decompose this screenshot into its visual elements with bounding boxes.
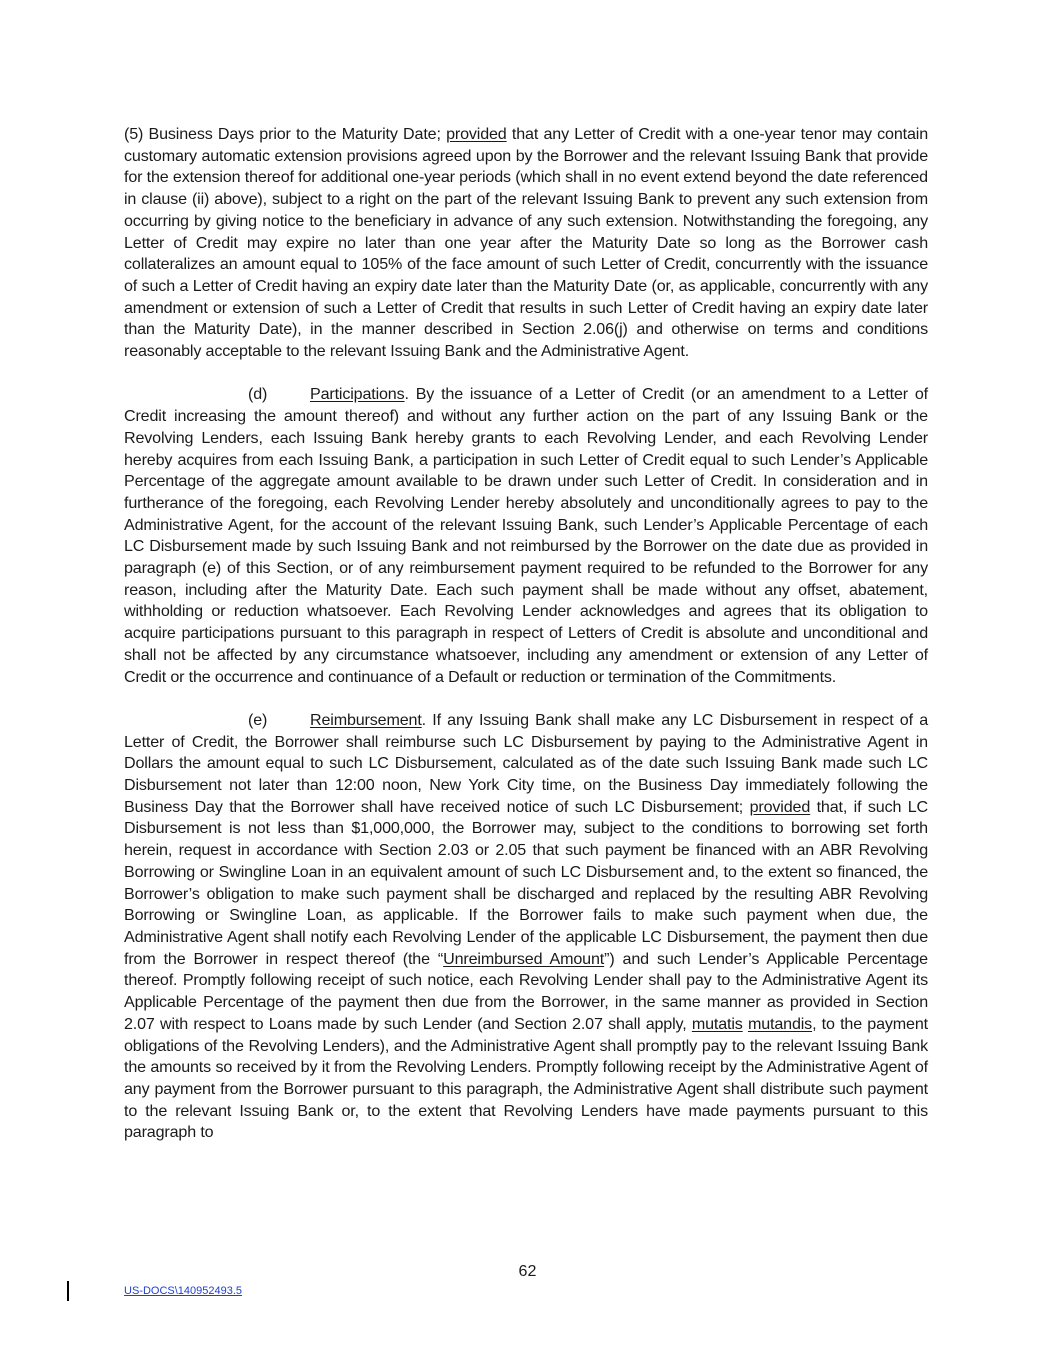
text-run: that any Letter of Credit with a one-year tenor may contain customary automatic extension provisions agreed upon by the Borrower and the relevant Issuing Bank that provide for the extension thereof for additional one-year periods (which shall in no event extend beyond the date referenced in clause (ii) above), subject to a right on the part of the relevant Issuing Bank to prevent any such extension from occurring by giving notice to the beneficiary in advance of any such extension. Notwithstanding the foregoing, any Letter of Credit may expire no later than one year after the Maturity Date so long as the Borrower cash collateralizes an amount equal to 105% of the face amount of such Letter of Credit, concurrently with the issuance of such a Letter of Credit having an expiry date later than the Maturity Date (or, as applicable, concurrently with any amendment or extension of such a Letter of Credit that results in such Letter of Credit having an expiry date later than the Maturity Date), in the manner described in Section 2.06(j) and otherwise on terms and conditions reasonably acceptable to the relevant Issuing Bank and the Administrative Agent. [124,125,928,361]
text-run: ”) and such Lender’s Applicable Percentage thereof. Promptly following receipt of such notice, each Revolving Lender shall pay to the Administrative Agent its Applicable Percentage of the payment then due from the Borrower, in the same manner as provided in Section 2.07 with respect to Loans made by such Lender (and Section 2.07 shall apply, [124,949,928,1033]
text-run: . If any Issuing Bank shall make any LC Disbursement in respect of a Letter of Credit, the Borrower shall reimburse such LC Disbursement by paying to the Administrative Agent in Dollars the amount equal to such LC Disbursement, calculated as of the date such Issuing Bank made such LC Disbursement not later than 12:00 noon, New York City time, on the Business Day immediately following the Business Day that the Borrower shall have received notice of such LC Disbursement; [124,710,928,816]
page-number: 62 [518,1262,537,1280]
section-heading: Reimbursement [310,710,422,729]
document-id-link[interactable]: US-DOCS\140952493.5 [124,1285,243,1297]
paragraph-c-continued [124,124,928,363]
paragraph-d [124,384,928,688]
section-heading: Participations [310,385,405,404]
latin-term: mutandis [747,1014,813,1033]
provided-term: provided [446,125,507,143]
text-run: . By the issuance of a Letter of Credit (or an amendment to a Letter of Credit increasing the amount thereof) and without any further action on the part of any Issuing Bank or the Revolving Lenders, each Issuing Bank hereby grants to each Revolving Lender, and each Revolving Lender hereby acquires from each Issuing Bank, a participation in such Letter of Credit equal to such Lender’s Applicable Percentage of the aggregate amount available to be drawn under such Letter of Credit. In consideration and in furtherance of the foregoing, each Revolving Lender hereby absolutely and unconditionally agrees to pay to the Administrative Agent, for the account of the relevant Issuing Bank, such Lender’s Applicable Percentage of each LC Disbursement made by such Issuing Bank and not reimbursed by the Borrower on the date due as provided in paragraph (e) of this Section, or of any reimbursement payment required to be refunded to the Borrower for any reason, including after the Maturity Date. Each such payment shall be made without any offset, abatement, withholding or reduction whatsoever. Each Revolving Lender acknowledges and agrees that its obligation to acquire participations pursuant to this paragraph in respect of Letters of Credit is absolute and unconditional and shall not be affected by any circumstance whatsoever, including any amendment or extension of any Letter of Credit or the occurrence and continuance of a Default or reduction or termination of the Commitments. [124,385,928,686]
provided-term: provided [749,797,811,816]
paragraph-e [124,710,928,1144]
defined-term: Unreimbursed Amount [443,949,605,968]
text-run: (5) Business Days prior to the Maturity Date; [124,125,447,143]
paragraph-label: (d) [248,385,268,404]
text-run: that, if such LC Disbursement is not less than $1,000,000, the Borrower may, subject to the conditions to borrowing set forth herein, request in accordance with Section 2.03 or 2.05 that such payment be financed with an ABR Revolving Borrowing or Swingline Loan in an equivalent amount of such LC Disbursement and, to the extent so financed, the Borrower’s obligation to make such payment shall be discharged and replaced by the resulting ABR Revolving Borrowing or Swingline Loan, as applicable. If the Borrower fails to make such payment when due, the Administrative Agent shall notify each Revolving Lender of the applicable LC Disbursement, the payment then due from the Borrower in respect thereof (the “ [124,797,929,968]
revision-bar [67,1281,69,1301]
body-text [124,124,928,1166]
latin-term: mutatis [691,1014,743,1033]
text-run: , to the payment obligations of the Revolving Lenders), and the Administrative Agent shall promptly pay to the relevant Issuing Bank the amounts so received by it from the Revolving Lenders. Promptly following receipt by the Administrative Agent of any payment from the Borrower pursuant to this paragraph, the Administrative Agent shall distribute such payment to the relevant Issuing Bank or, to the extent that Revolving Lenders have made payments pursuant to this paragraph to [124,1014,928,1142]
paragraph-label: (e) [248,710,268,729]
